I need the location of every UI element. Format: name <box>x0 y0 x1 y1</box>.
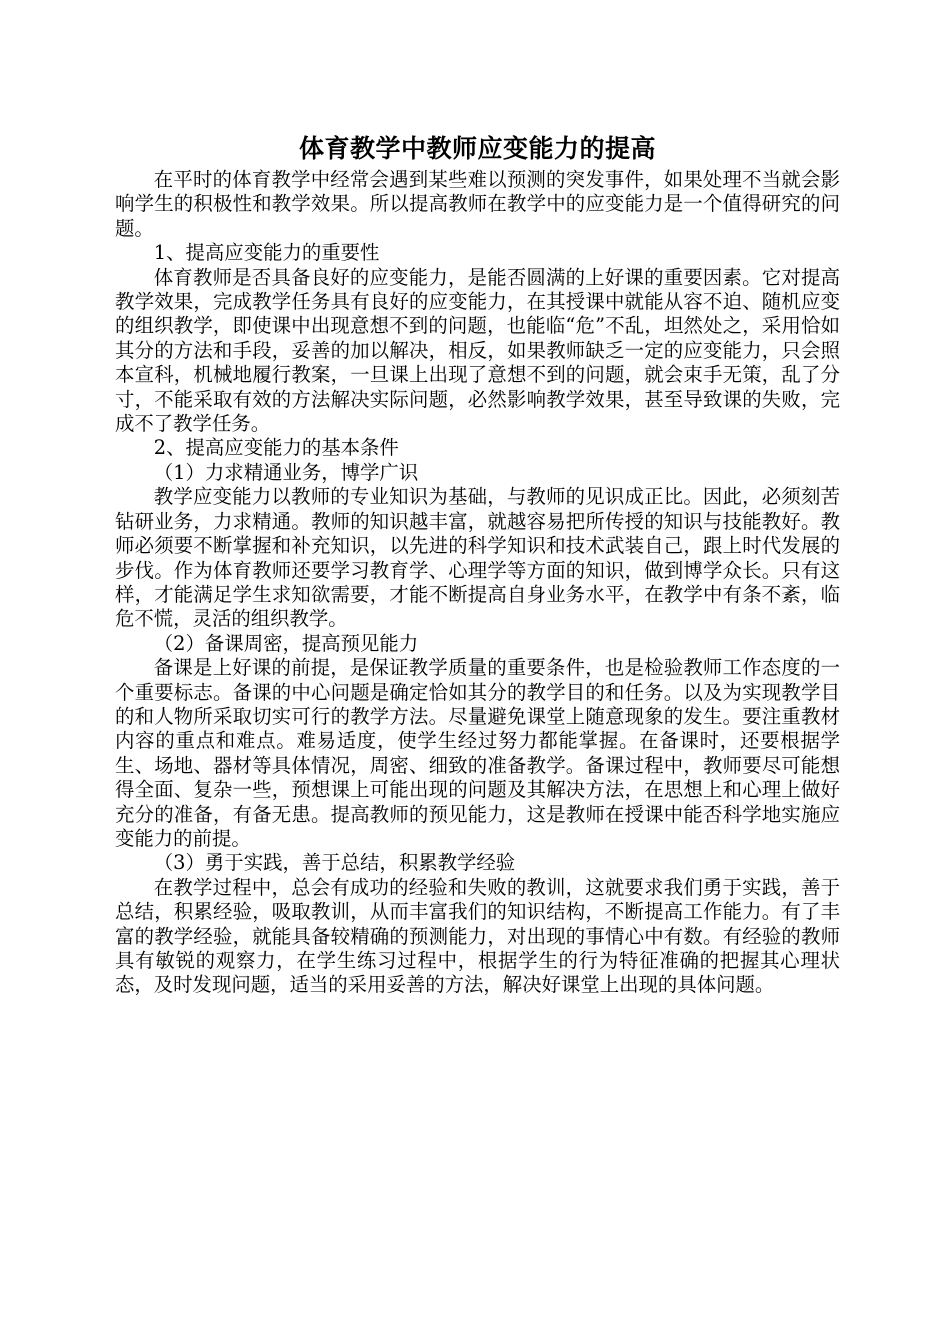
subsection-heading-2: （2）备课周密，提高预见能力 <box>153 631 419 655</box>
document-body <box>115 168 840 998</box>
section-heading-2: 2、提高应变能力的基本条件 <box>153 436 399 460</box>
subsection-heading-3: （3）勇于实践，善于总结，积累教学经验 <box>153 851 516 875</box>
section-heading-1: 1、提高应变能力的重要性 <box>153 241 380 265</box>
paragraph-intro: 在平时的体育教学中经常会遇到某些难以预测的突发事件，如果处理不当就会影响学生的积极性和教学效果。所以提高教师在教学中的应变能力是一个值得研究的问题。 <box>115 168 840 240</box>
document-page <box>115 130 840 998</box>
subsection-heading-1: （1）力求精通业务，博学广识 <box>153 460 419 484</box>
paragraph-experience: 在教学过程中，总会有成功的经验和失败的教训，这就要求我们勇于实践，善于总结，积累经验，吸取教训，从而丰富我们的知识结构，不断提高工作能力。有了丰富的教学经验，就能具备较精确的预测能力，对出现的事情心中有数。有经验的教师具有敏锐的观察力，在学生练习过程中，根据学生的行为特征准确的把握其心理状态，及时发现问题，适当的采用妥善的方法，解决好课堂上出现的具体问题。 <box>115 875 840 997</box>
document-title: 体育教学中教师应变能力的提高 <box>298 134 656 163</box>
paragraph-importance: 体育教师是否具备良好的应变能力，是能否圆满的上好课的重要因素。它对提高教学效果，完成教学任务具有良好的应变能力，在其授课中就能从容不迫、随机应变的组织教学，即使课中出现意想不到的问题，也能临“危”不乱，坦然处之，采用恰如其分的方法和手段，妥善的加以解决，相反，如果教师缺乏一定的应变能力，只会照本宣科，机械地履行教案，一旦课上出现了意想不到的问题，就会束手无策，乱了分寸，不能采取有效的方法解决实际问题，必然影响教学效果，甚至导致课的失败，完成不了教学任务。 <box>115 265 840 436</box>
paragraph-preparation: 备课是上好课的前提，是保证教学质量的重要条件，也是检验教师工作态度的一个重要标志。备课的中心问题是确定恰如其分的教学目的和任务。以及为实现教学目的和人物所采取切实可行的教学方法。尽量避免课堂上随意现象的发生。要注重教材内容的重点和难点。难易适度，使学生经过努力都能掌握。在备课时，还要根据学生、场地、器材等具体情况，周密、细致的准备教学。备课过程中，教师要尽可能想得全面、复杂一些，预想课上可能出现的问题及其解决方法，在思想上和心理上做好充分的准备，有备无患。提高教师的预见能力，这是教师在授课中能否科学地实施应变能力的前提。 <box>115 656 840 850</box>
paragraph-knowledge: 教学应变能力以教师的专业知识为基础，与教师的见识成正比。因此，必须刻苦钻研业务，力求精通。教师的知识越丰富，就越容易把所传授的知识与技能教好。教师必须要不断掌握和补充知识，以先进的科学知识和技术武装自己，跟上时代发展的步伐。作为体育教师还要学习教育学、心理学等方面的知识，做到博学众长。只有这样，才能满足学生求知欲需要，才能不断提高自身业务水平，在教学中有条不紊，临危不慌，灵活的组织教学。 <box>115 485 840 631</box>
